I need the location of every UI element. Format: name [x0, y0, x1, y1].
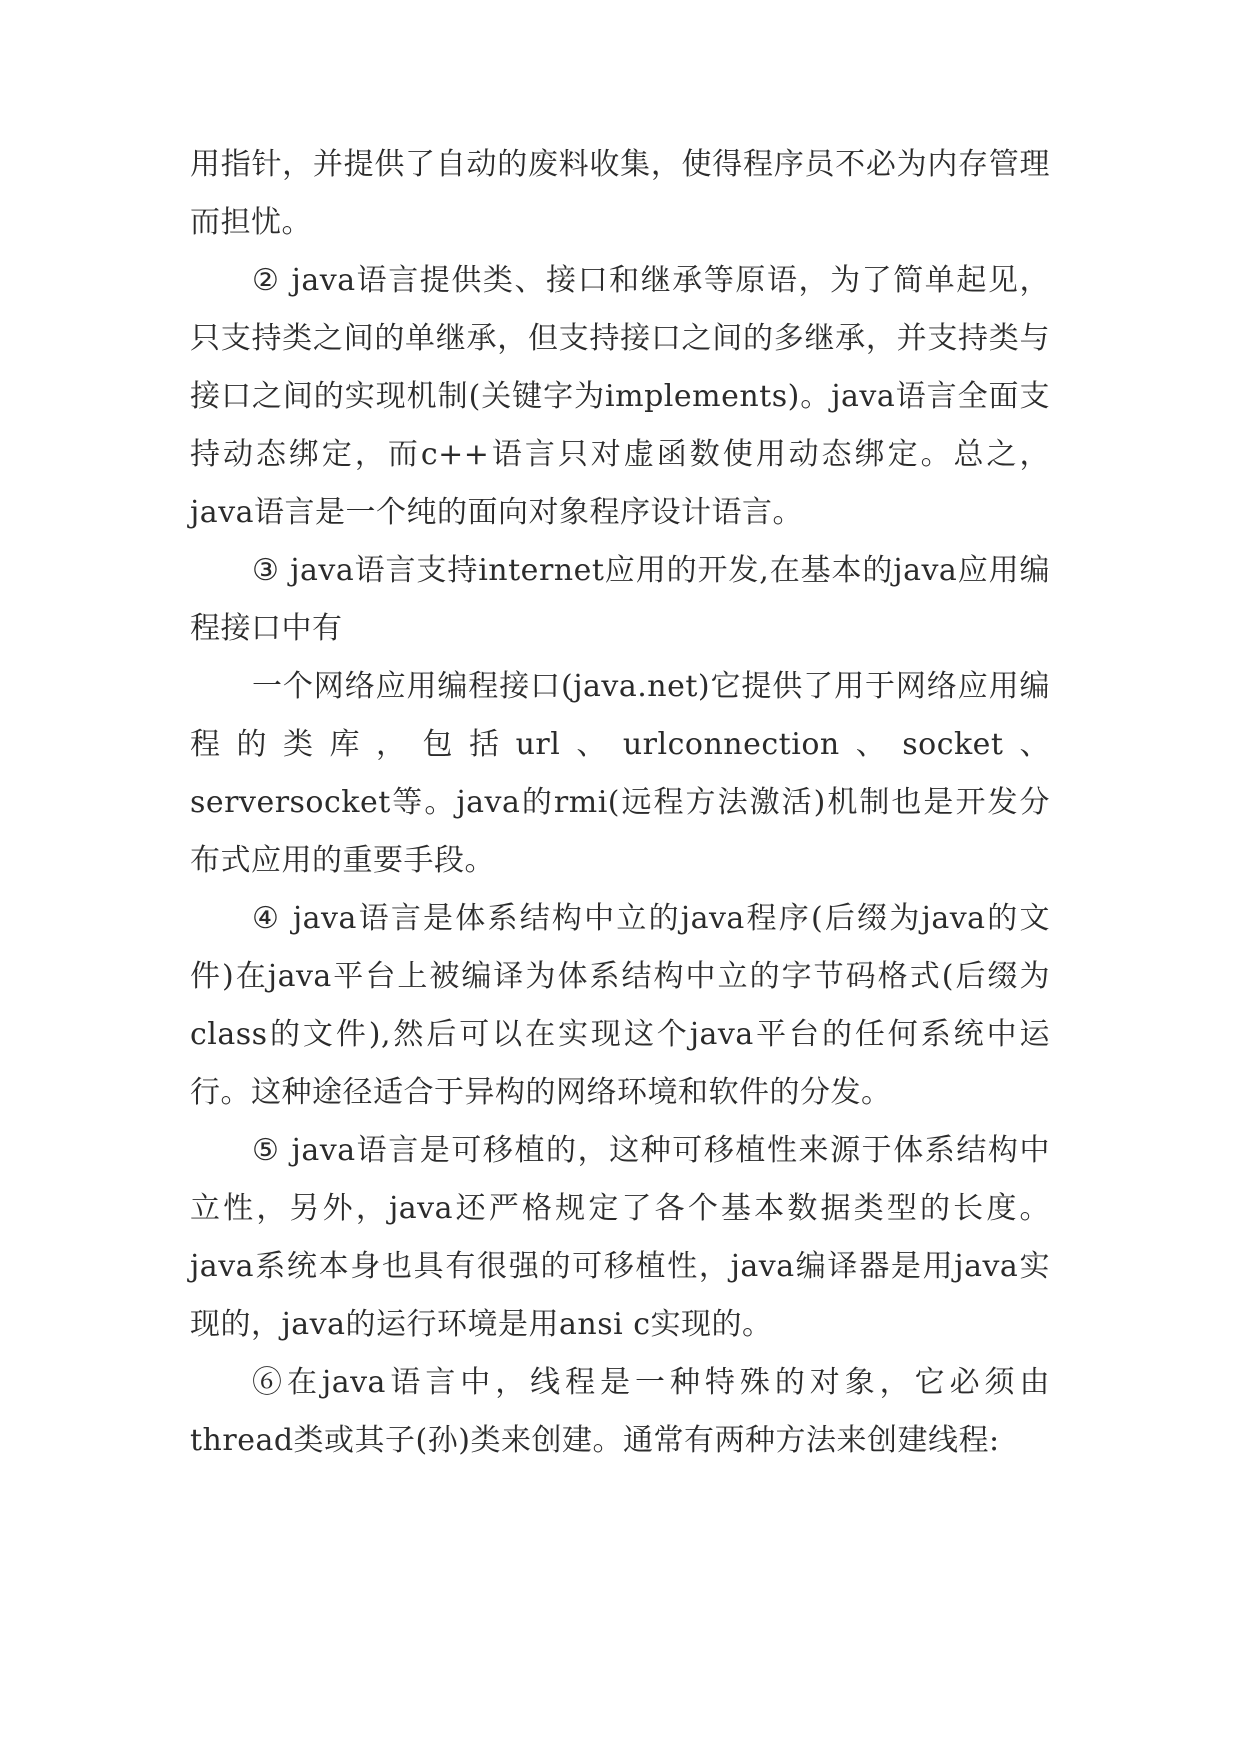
paragraph-4: 一个网络应用编程接口(java.net)它提供了用于网络应用编程的类库，包括url、urlconnection、socket、serversocket等。java的rmi(远程方法激活)机制也是开发分布式应用的重要手段。 — [190, 669, 1050, 878]
document-body — [190, 136, 1050, 1470]
paragraph-3: ③ java语言支持internet应用的开发,在基本的java应用编程接口中有 — [190, 553, 1050, 646]
paragraph-6: ⑤ java语言是可移植的，这种可移植性来源于体系结构中立性，另外，java还严格规定了各个基本数据类型的长度。java系统本身也具有很强的可移植性，java编译器是用java实现的，java的运行环境是用ansi c实现的。 — [190, 1133, 1050, 1342]
paragraph-2: ② java语言提供类、接口和继承等原语，为了简单起见，只支持类之间的单继承，但支持接口之间的多继承，并支持类与接口之间的实现机制(关键字为implements)。java语言全面支持动态绑定，而c++语言只对虚函数使用动态绑定。总之，java语言是一个纯的面向对象程序设计语言。 — [190, 263, 1050, 530]
paragraph-1: 用指针，并提供了自动的废料收集，使得程序员不必为内存管理而担忧。 — [190, 147, 1050, 240]
paragraph-7: ⑥在java语言中，线程是一种特殊的对象，它必须由thread类或其子(孙)类来创建。通常有两种方法来创建线程: — [190, 1365, 1050, 1458]
paragraph-5: ④ java语言是体系结构中立的java程序(后缀为java的文件)在java平台上被编译为体系结构中立的字节码格式(后缀为class的文件),然后可以在实现这个java平台的任何系统中运行。这种途径适合于异构的网络环境和软件的分发。 — [190, 901, 1050, 1110]
